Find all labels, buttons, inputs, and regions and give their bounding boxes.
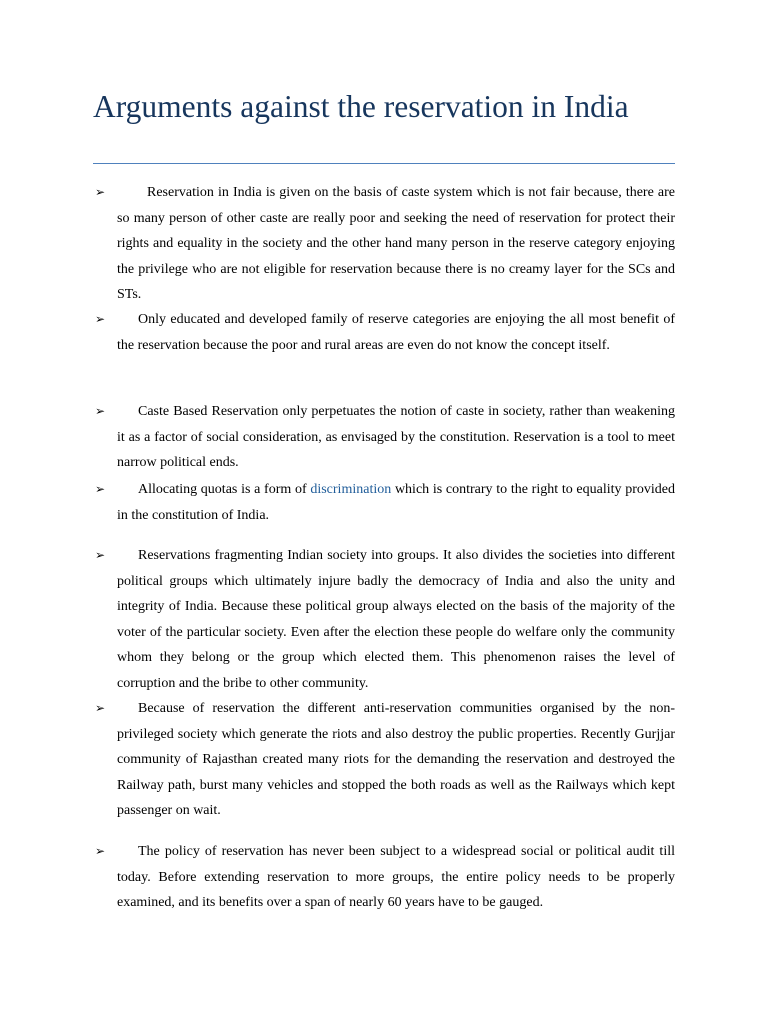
- bullet-text: Reservation in India is given on the basis of caste system which is not fair because, there are so many person of other caste are really poor and seeking the need of reservation for protect their rights and equality in the society and the other hand many person in the reserve category enjoying the privilege who are not eligible for reservation because there is no creamy layer for the SCs and STs.: [117, 185, 675, 302]
- title-underline: [93, 163, 675, 164]
- bullet-text-before-link: Allocating quotas is a form of: [138, 482, 311, 497]
- list-item: [93, 696, 675, 824]
- arrow-bullet-icon: ➢: [95, 404, 106, 418]
- arrow-bullet-icon: ➢: [95, 548, 106, 562]
- list-item: [93, 399, 675, 476]
- bullet-text: Only educated and developed family of reserve categories are enjoying the all most benefit of the reservation because the poor and rural areas are even do not know the concept itself.: [117, 312, 675, 353]
- bullet-text: Reservations fragmenting Indian society into groups. It also divides the societies into different political groups which ultimately injure badly the democracy of India and also the unity and integrity of India. Because these political group always elected on the basis of the majority of the voter of the particular society. Even after the election these people do welfare only the community whom they belong or the group which elected them. This phenomenon raises the level of corruption and the bribe to other community.: [117, 548, 675, 691]
- list-item: [93, 180, 675, 308]
- arrow-bullet-icon: ➢: [95, 312, 106, 326]
- discrimination-link[interactable]: discrimination: [310, 482, 392, 497]
- document-title: Arguments against the reservation in India: [93, 89, 629, 124]
- bullet-text: Because of reservation the different anti-reservation communities organised by the non-privileged society which generate the riots and also destroy the public properties. Recently Gurjjar community of Rajasthan created many riots for the demanding the reservation and destroyed the Railway path, burst many vehicles and stopped the both roads as well as the Railways which kept passenger on wait.: [117, 701, 675, 818]
- list-item: [93, 307, 675, 358]
- bullet-text: Caste Based Reservation only perpetuates the notion of caste in society, rather than weakening it as a factor of social consideration, as envisaged by the constitution. Reservation is a tool to meet narrow political ends.: [117, 404, 675, 470]
- bullet-text: [117, 477, 675, 528]
- arrow-bullet-icon: ➢: [95, 701, 106, 715]
- arrow-bullet-icon: ➢: [95, 185, 106, 199]
- arrow-bullet-icon: ➢: [95, 482, 106, 496]
- bullet-text-after-link: which is contrary to the right to equality provided in the constitution of India.: [117, 482, 675, 523]
- arrow-bullet-icon: ➢: [95, 844, 106, 858]
- list-item: [93, 477, 675, 528]
- bullet-text: The policy of reservation has never been subject to a widespread social or political audit till today. Before extending reservation to more groups, the entire policy needs to be properly examined, and its benefits over a span of nearly 60 years have to be gauged.: [117, 844, 675, 910]
- list-item: [93, 839, 675, 916]
- list-item: [93, 543, 675, 696]
